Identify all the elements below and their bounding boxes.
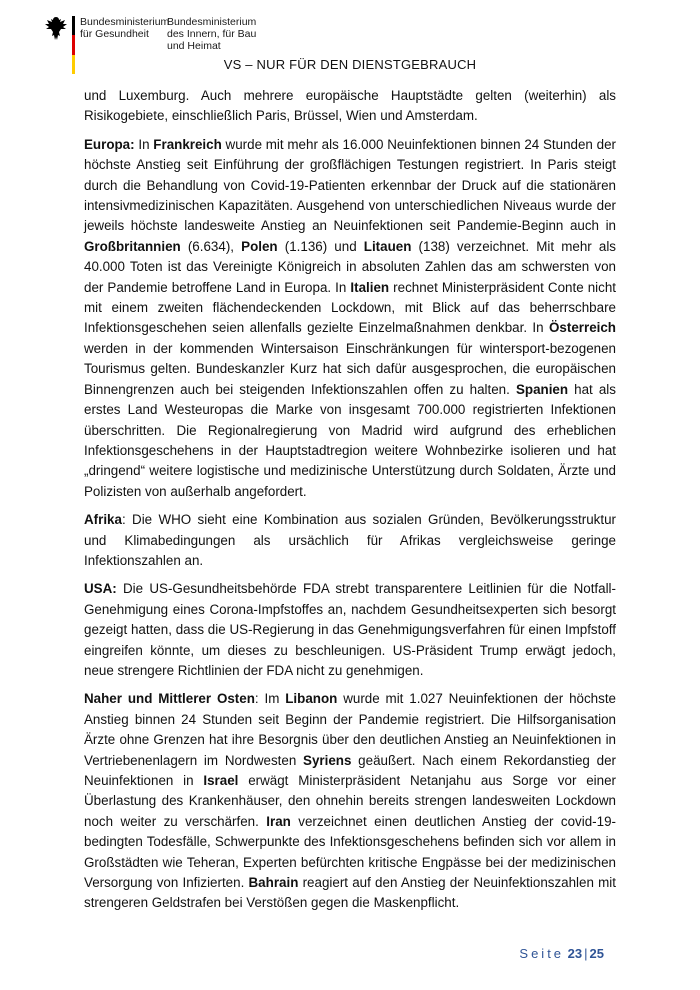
classification-label: VS – NUR FÜR DEN DIENSTGEBRAUCH	[223, 57, 477, 72]
text-run: : Die WHO sieht eine Kombination aus sozialen Gründen, Bevölkerungsstruktur und Klimabedingungen als ursächlich für Afrikas vergleichsweise geringe Infektionszahlen an.	[84, 512, 616, 568]
federal-eagle-icon	[44, 16, 68, 42]
text-run: : Im	[254, 691, 286, 707]
bold-term: Bahrain	[248, 875, 299, 891]
text-run: wurde mit mehr als 16.000 Neuinfektionen binnen 24 Stunden der höchste Anstieg seit Einführung der großflächigen Testungen registriert. In Paris steigt durch die Behandlung von Covid-19-Patienten erkennbar der Druck auf die stationären intensivmedizinischen Kapazitäten. Ausgehend von unterschiedlichen Niveaus wurde der jeweils höchste landesweite Anstieg an Neuinfektionen seit Pandemie-Beginn auch in	[84, 136, 616, 234]
bold-term: Israel	[203, 773, 239, 788]
bold-term: Italien	[350, 279, 390, 295]
total-pages: 25	[589, 946, 604, 961]
bold-term: Europa:	[84, 136, 135, 152]
bold-term: Naher und Mittlerer Osten	[84, 691, 255, 707]
text-run: werden in der kommenden Wintersaison Einschränkungen für wintersport-bezogenen Tourismus gelten. Bundeskanzler Kurz hat sich dafür ausgesprochen, die europäischen Binnengrenzen auch bei steigenden Infektionszahlen offen zu halten.	[84, 340, 616, 397]
paragraph	[84, 510, 616, 571]
paragraph	[84, 689, 616, 913]
text-run: rechnet Ministerpräsident Conte nicht mit einem zweiten flächendeckenden Lockdown, mit Blick auf das beherrschbare Infektionsgeschehen seien allenfalls gezielte Einzelmaßnahmen denkbar. In	[84, 279, 616, 336]
text-run: und Luxemburg. Auch mehrere europäische Hauptstädte gelten (weiterhin) als Risikogebiete, einschließlich Paris, Brüssel, Wien und Amsterdam.	[84, 88, 616, 124]
paragraph	[84, 579, 616, 681]
bold-term: Syriens	[303, 752, 352, 768]
bold-term: Libanon	[285, 691, 338, 707]
document-body	[84, 86, 616, 922]
ministry-health-name: Bundesministerium für Gesundheit	[80, 16, 170, 40]
bold-term: Frankreich	[153, 136, 222, 152]
text-run: geäußert. Nach einem Rekordanstieg der Neuinfektionen in	[84, 752, 616, 788]
text-run: wurde mit 1.027 Neuinfektionen der höchste Anstieg binnen 24 Stunden seit Beginn der Pandemie registriert. Die Hilfsorganisation Ärzte ohne Grenzen hat ihre Besorgnis über den deutlichen Anstieg an Neuinfektionen in Vertriebenenlagern im Nordwesten	[84, 691, 616, 768]
page-separator: |	[584, 946, 588, 961]
text-run: reagiert auf den Anstieg der Neuinfektionszahlen mit strengeren Geldstrafen bei Verstößen gegen die Maskenpflicht.	[84, 875, 616, 911]
text-run: (138) verzeichnet. Mit mehr als 40.000 Toten ist das Vereinigte Königreich in absoluten Zahlen das am schwersten von der Pandemie betroffene Land in Europa. In	[84, 238, 616, 295]
text-run: Die US-Gesundheitsbehörde FDA strebt transparentere Leitlinien für die Notfall-Genehmigung eines Corona-Impfstoffes an, nachdem Gesundheitsexperten sich besorgt gezeigt hatten, dass die US-Regierung in das Genehmigungsverfahren für einen Impfstoff eingreifen könnte, um dieses zu beschleunigen. US-Präsident Trump erwägt jedoch, neue strengere Richtlinien der FDA nicht zu genehmigen.	[84, 581, 616, 678]
text-run: (6.634),	[180, 238, 242, 254]
text-run: In	[134, 136, 154, 152]
bold-term: USA:	[84, 581, 117, 597]
current-page: 23	[567, 946, 583, 961]
paragraph	[84, 135, 616, 502]
text-run: verzeichnet einen deutlichen Anstieg der covid-19-bedingten Todesfälle, Schwerpunkte des Infektionsgeschehens befinden sich vor allem in Großstädten wie Teheran, Experten befürchten kritische Engpässe bei der medizinischen Versorgung von Infizierten.	[84, 813, 616, 891]
bold-term: Iran	[266, 813, 291, 829]
bold-term: Litauen	[363, 238, 412, 254]
text-run: (1.136) und	[277, 238, 364, 254]
page-number	[519, 946, 604, 961]
page-label: Seite	[519, 946, 565, 961]
paragraph	[84, 86, 616, 127]
bold-term: Österreich	[549, 320, 616, 336]
bold-term: Großbritannien	[84, 238, 181, 254]
bold-term: Polen	[241, 238, 278, 254]
text-run: hat als erstes Land Westeuropas die Marke von insgesamt 700.000 registrierten Infektionen überschritten. Die Regionalregierung von Madrid wird aufgrund des erheblichen Infektionsgeschehens in der Hauptstadtregion weitere Wohnbezirke isolieren und hat „dringend“ weitere logistische und medizinische Unterstützung durch Soldaten, Ärzte und Polizisten von außerhalb angefordert.	[84, 381, 616, 499]
ministry-interior-name: Bundesministerium des Innern, für Bau und Heimat	[167, 16, 257, 52]
text-run: erwägt Ministerpräsident Netanjahu aus Sorge vor einer Überlastung des Krankenhäuser, den ohnehin bereits strengen landesweiten Lockdown noch weiter zu verschärfen.	[84, 773, 616, 829]
bold-term: Spanien	[515, 381, 569, 397]
bold-term: Afrika	[84, 512, 122, 528]
